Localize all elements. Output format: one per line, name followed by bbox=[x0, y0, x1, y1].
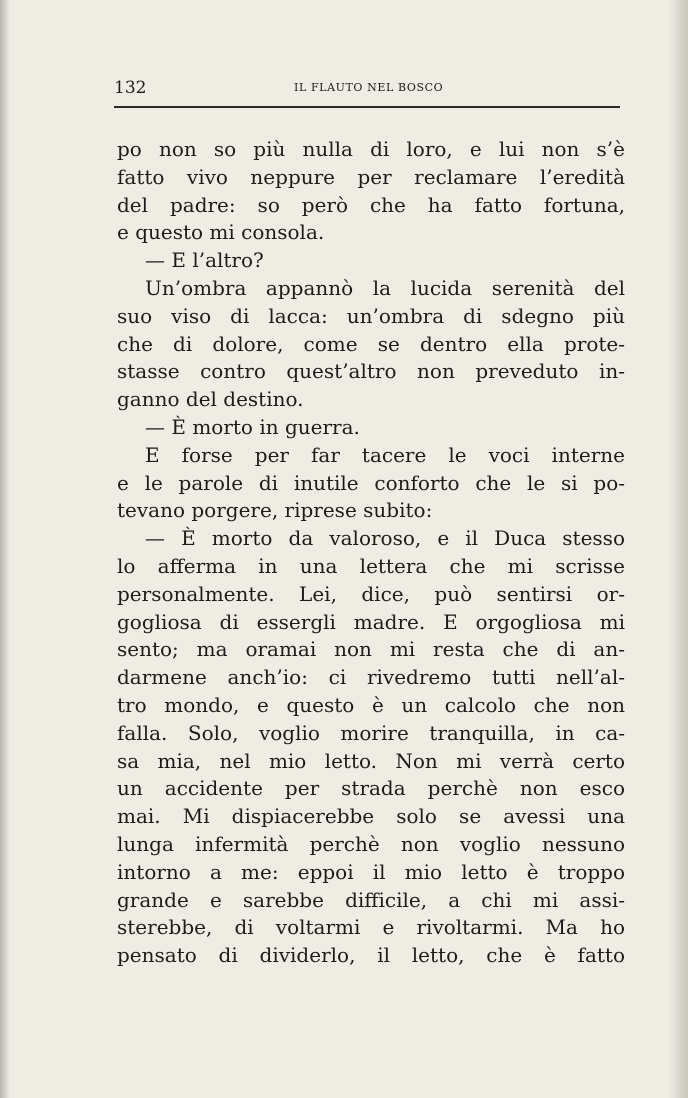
page-number: 132 bbox=[114, 78, 147, 98]
text-line: sterebbe, di voltarmi e rivoltarmi. Ma ho bbox=[117, 915, 625, 940]
header-rule bbox=[114, 106, 620, 108]
running-title: IL FLAUTO NEL BOSCO bbox=[294, 81, 444, 94]
text-line: ganno del destino. bbox=[117, 387, 304, 412]
text-line: — È morto da valoroso, e il Duca stesso bbox=[145, 526, 625, 551]
text-line: tevano porgere, riprese subito: bbox=[117, 498, 433, 523]
text-line: tro mondo, e questo è un calcolo che non bbox=[117, 692, 625, 717]
text-line: grande e sarebbe difficile, a chi mi assi- bbox=[117, 887, 625, 912]
text-line: stasse contro quest’altro non preveduto in- bbox=[117, 359, 625, 384]
text-line: che di dolore, come se dentro ella prote- bbox=[117, 331, 625, 356]
text-line: E forse per far tacere le voci interne bbox=[145, 442, 625, 467]
text-line: falla. Solo, voglio morire tranquilla, in ca- bbox=[117, 720, 625, 745]
text-line: sa mia, nel mio letto. Non mi verrà certo bbox=[117, 748, 625, 773]
page-edge-shadow-right bbox=[668, 0, 688, 1098]
text-line: — È morto in guerra. bbox=[145, 414, 360, 439]
text-line: gogliosa di essergli madre. E orgogliosa mi bbox=[117, 609, 625, 634]
text-line: darmene anch’io: ci rivedremo tutti nell’al- bbox=[117, 665, 625, 690]
text-line: del padre: so però che ha fatto fortuna, bbox=[117, 192, 625, 217]
text-line: mai. Mi dispiacerebbe solo se avessi una bbox=[117, 804, 625, 829]
page-edge-shadow-left bbox=[0, 0, 10, 1098]
text-line: fatto vivo neppure per reclamare l’eredità bbox=[117, 164, 625, 189]
text-line: sento; ma oramai non mi resta che di an- bbox=[117, 637, 625, 662]
body-text bbox=[117, 136, 625, 970]
text-line: suo viso di lacca: un’ombra di sdegno più bbox=[117, 303, 625, 328]
page-header bbox=[114, 78, 620, 102]
text-line: e le parole di inutile conforto che le si po- bbox=[117, 470, 625, 495]
text-line: — E l’altro? bbox=[145, 248, 264, 273]
text-line: lo afferma in una lettera che mi scrisse bbox=[117, 553, 625, 578]
text-line: intorno a me: eppoi il mio letto è troppo bbox=[117, 859, 625, 884]
text-line: pensato di dividerlo, il letto, che è fatto bbox=[117, 943, 625, 968]
text-line: Un’ombra appannò la lucida serenità del bbox=[145, 275, 625, 300]
text-line: personalmente. Lei, dice, può sentirsi or- bbox=[117, 581, 625, 606]
text-line: lunga infermità perchè non voglio nessuno bbox=[117, 831, 625, 856]
text-line: e questo mi consola. bbox=[117, 220, 325, 245]
text-line: po non so più nulla di loro, e lui non s’è bbox=[117, 137, 625, 161]
text-line: un accidente per strada perchè non esco bbox=[117, 776, 625, 801]
